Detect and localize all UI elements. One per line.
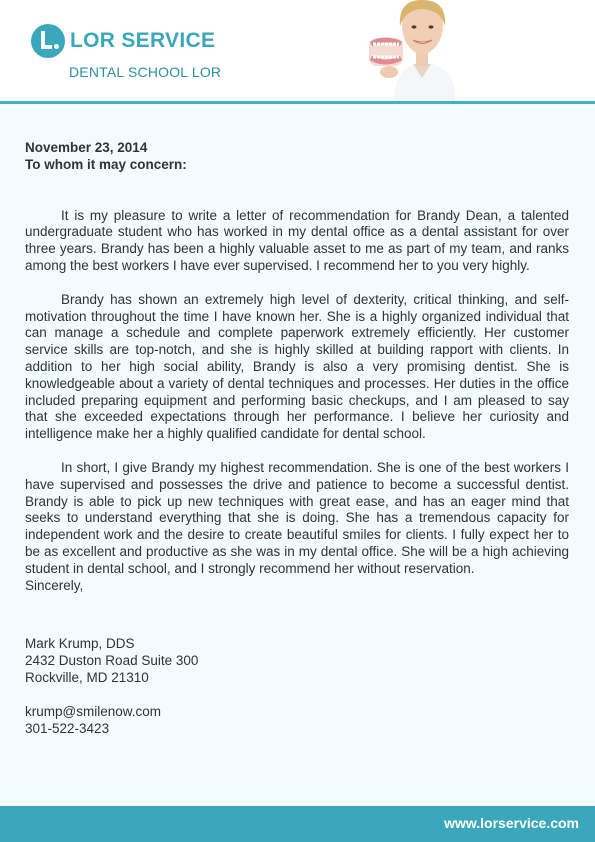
footer-website-link[interactable]: www.lorservice.com <box>444 815 579 831</box>
brand-name: LOR SERVICE <box>70 29 216 52</box>
letter-salutation: To whom it may concern: <box>25 156 187 172</box>
page-footer <box>0 806 595 842</box>
header-subtitle: DENTAL SCHOOL LOR <box>69 64 222 80</box>
signer-address-line-1: 2432 Duston Road Suite 300 <box>25 653 199 669</box>
signer-email[interactable]: krump@smilenow.com <box>25 703 161 719</box>
letter-paragraph: It is my pleasure to write a letter of recommendation for Brandy Dean, a talented undergraduate student who has worked in my dental office as a dental assistant for over three years. Brandy has been a highly valuable asset to me as part of my team, and ranks among the best workers I have ever supervised. I recommend her to you very highly. <box>25 207 569 273</box>
signer-address-line-2: Rockville, MD 21310 <box>25 669 149 685</box>
letter-date: November 23, 2014 <box>25 140 148 155</box>
signature-block <box>25 636 569 737</box>
page-header <box>0 0 595 101</box>
signer-name: Mark Krump, DDS <box>25 636 135 652</box>
dentist-photo <box>355 0 490 101</box>
letter-body <box>25 140 569 737</box>
signer-phone: 301-522-3423 <box>25 720 110 736</box>
logo-icon <box>31 24 65 58</box>
letter-closing: Sincerely, <box>25 577 84 593</box>
letter-paragraph: Brandy has shown an extremely high level of dexterity, critical thinking, and self-motivation throughout the time I have known her. She is a highly organized individual that can manage a schedule and complete paperwork extremely efficiently. Her customer service skills are top-notch, and she is highly skilled at building rapport with clients. In addition to her high social ability, Brandy is also a very promising dentist. She is knowledgeable about a variety of dental techniques and processes. Her duties in the office included preparing equipment and performing basic checkups, and I am pleased to say that she exceeded expectations through her performance. I believe her curiosity and intelligence make her a highly qualified candidate for dental school. <box>25 291 569 442</box>
letter-paragraph: In short, I give Brandy my highest recommendation. She is one of the best workers I have supervised and possesses the drive and patience to become a successful dentist. Brandy is able to pick up new techniques with great ease, and has an eager mind that seeks to understand everything that she is doing. She has a tremendous capacity for independent work and the desire to create beautiful smiles for clients. I fully expect her to be as excellent and productive as she was in my dental office. She will be a high achieving student in dental school, and I strongly recommend her without reservation. <box>25 459 569 576</box>
